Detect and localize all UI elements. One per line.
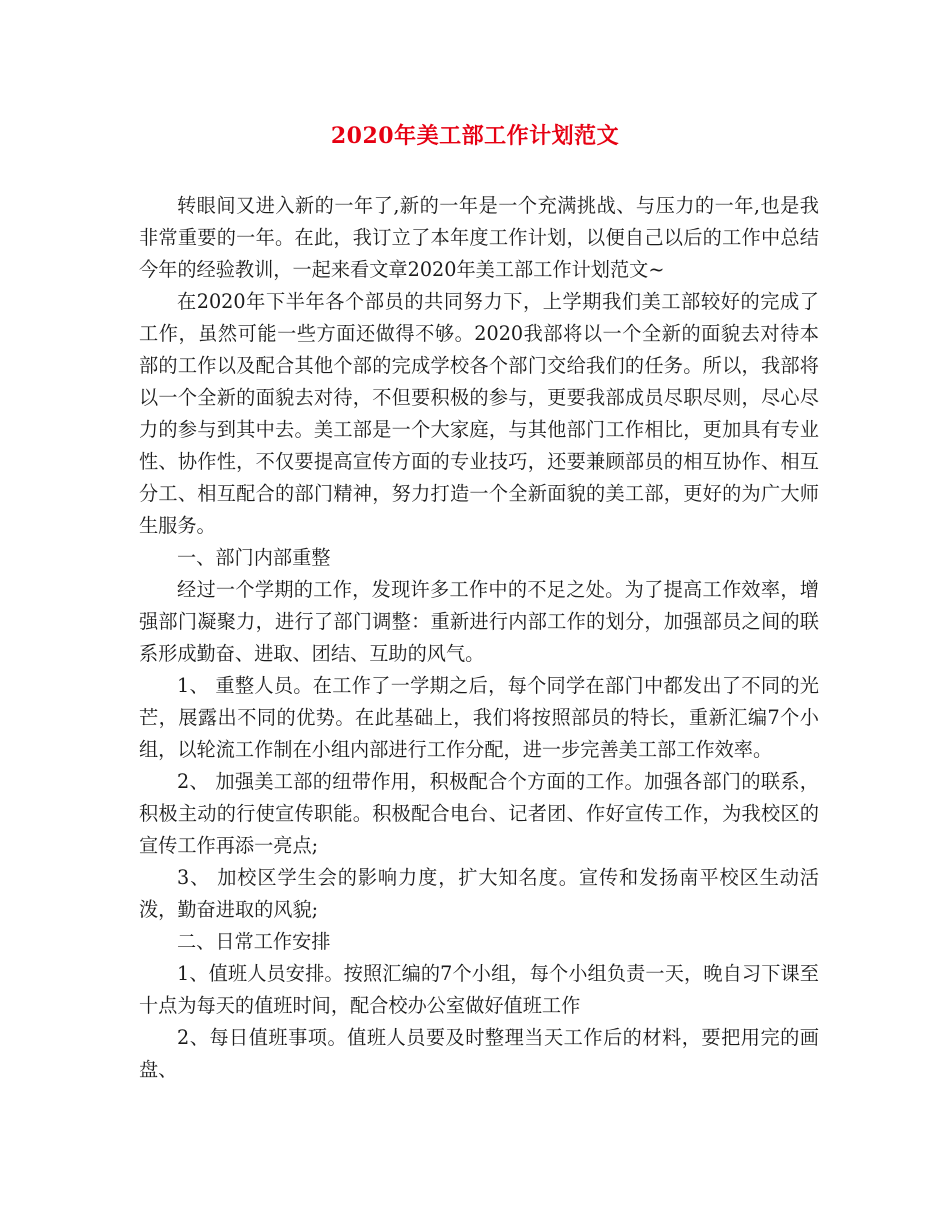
section-heading-2: 二、日常工作安排	[177, 930, 331, 953]
list-item-5: 2、每日值班事项。值班人员要及时整理当天工作后的材料，要把用完的画盘、	[139, 1026, 819, 1081]
list-item-4: 1、值班人员安排。按照汇编的7个小组，每个小组负责一天，晚自习下课至十点为每天的值班时间，配合校办公室做好值班工作	[139, 962, 819, 1017]
list-item-2: 2、 加强美工部的纽带作用，积极配合个方面的工作。加强各部门的联系，积极主动的行使宣传职能。积极配合电台、记者团、作好宣传工作，为我校区的宣传工作再添一亮点;	[139, 770, 819, 857]
document-body	[139, 190, 819, 1086]
paragraph-intro: 转眼间又进入新的一年了,新的一年是一个充满挑战、与压力的一年,也是我非常重要的一年。在此，我订立了本年度工作计划，以便自己以后的工作中总结今年的经验教训，一起来看文章2020年美工部工作计划范文~	[139, 194, 819, 281]
list-item-1: 1、 重整人员。在工作了一学期之后，每个同学在部门中都发出了不同的光芒，展露出不同的优势。在此基础上，我们将按照部员的特长，重新汇编7个小组，以轮流工作制在小组内部进行工作分配，进一步完善美工部工作效率。	[139, 674, 819, 761]
paragraph-overview: 在2020年下半年各个部员的共同努力下，上学期我们美工部较好的完成了工作，虽然可能一些方面还做得不够。2020我部将以一个全新的面貌去对待本部的工作以及配合其他个部的完成学校各个部门交给我们的任务。所以，我部将以一个全新的面貌去对待，不但要积极的参与，更要我部成员尽职尽则，尽心尽力的参与到其中去。美工部是一个大家庭，与其他部门工作相比，更加具有专业性、协作性，不仅要提高宣传方面的专业技巧，还要兼顾部员的相互协作、相互分工、相互配合的部门精神，努力打造一个全新面貌的美工部，更好的为广大师生服务。	[139, 290, 819, 537]
paragraph-section-1: 经过一个学期的工作，发现许多工作中的不足之处。为了提高工作效率，增强部门凝聚力，进行了部门调整：重新进行内部工作的划分，加强部员之间的联系形成勤奋、进取、团结、互助的风气。	[139, 578, 819, 665]
document-title: 2020年美工部工作计划范文	[330, 123, 620, 149]
list-item-3: 3、 加校区学生会的影响力度，扩大知名度。宣传和发扬南平校区生动活泼，勤奋进取的风貌;	[139, 866, 819, 921]
section-heading-1: 一、部门内部重整	[177, 546, 331, 569]
